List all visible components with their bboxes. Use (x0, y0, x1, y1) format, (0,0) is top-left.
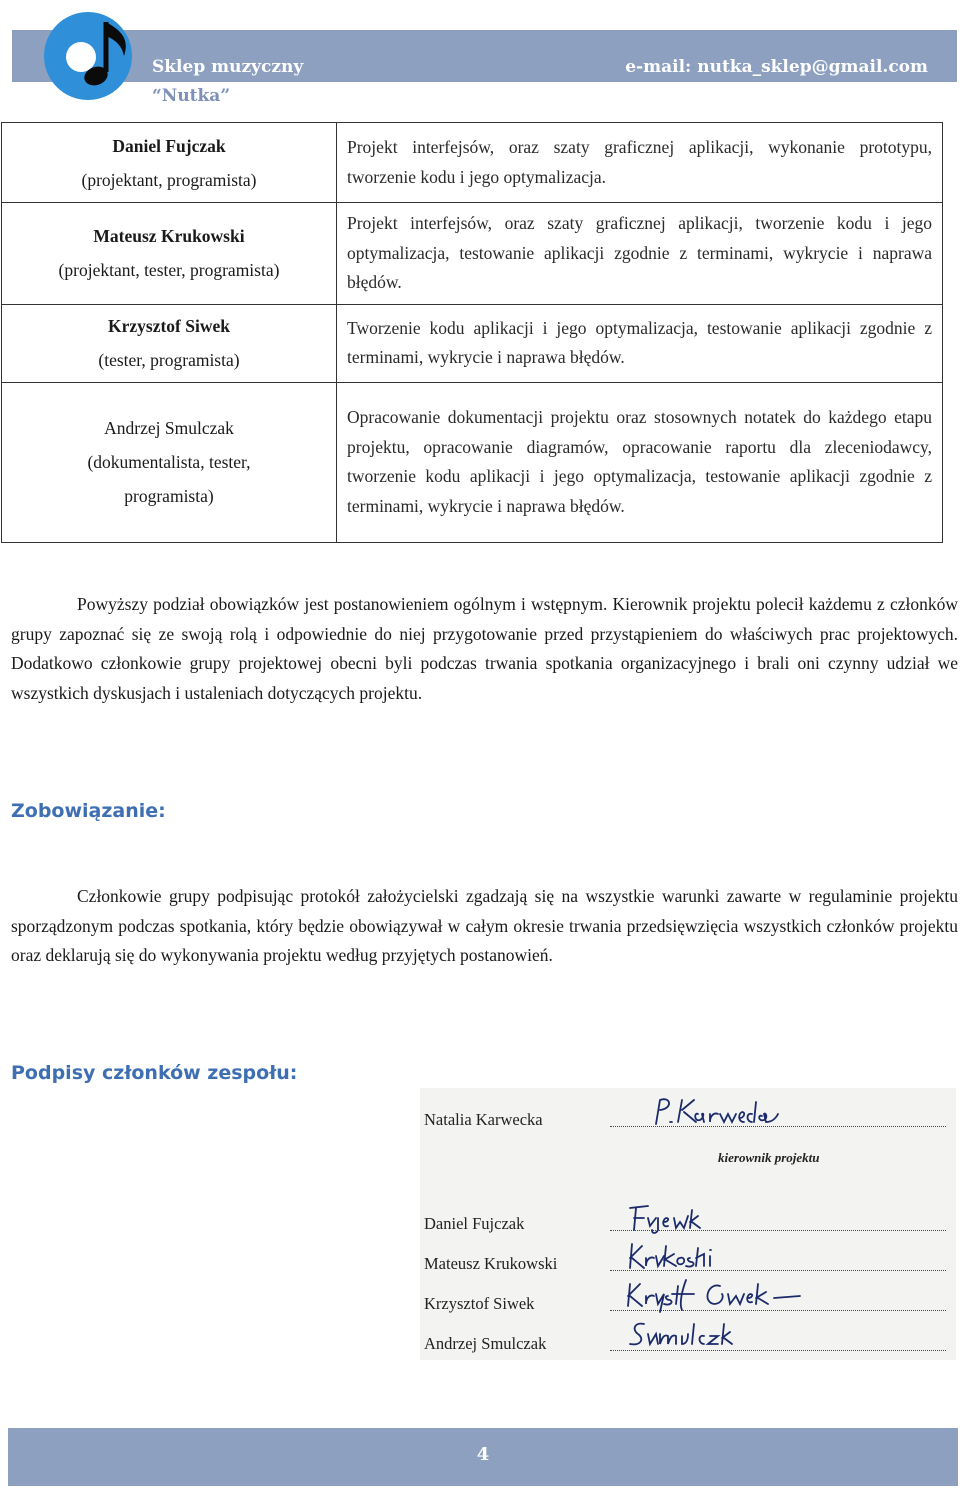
music-note-icon (60, 16, 140, 96)
member-role: (projektant, tester, programista) (58, 260, 280, 281)
table-row (2, 382, 943, 542)
leader-role: kierownik projektu (718, 1150, 820, 1165)
table-row (2, 304, 943, 382)
table-row (2, 123, 943, 203)
member-name: Krzysztof Siwek (108, 316, 230, 336)
member-signature (624, 1276, 824, 1314)
member-name: Daniel Fujczak (112, 135, 226, 156)
member-sign-name: Andrzej Smulczak (424, 1334, 547, 1353)
member-sign-name: Krzysztof Siwek (424, 1294, 535, 1313)
signatures-heading: Podpisy członków zespołu: (11, 1062, 298, 1084)
commitment-heading: Zobowiązanie: (11, 800, 166, 822)
page-number: 4 (476, 1444, 490, 1465)
leader-signature (648, 1094, 808, 1130)
member-signature (626, 1316, 766, 1354)
signature-block (420, 1088, 956, 1360)
leader-name: Natalia Karwecka (424, 1110, 543, 1129)
member-cell (2, 123, 337, 203)
member-duties: Opracowanie dokumentacji projektu oraz stosownych notatek do każdego etapu projektu, opracowanie diagramów, opracowanie raportu dla zleceniodawcy, tworzenie kodu aplikacji i jego optymalizacja, testowanie aplikacji zgodnie z terminami, wykrycie i naprawa błędów. (337, 382, 943, 542)
member-sign-name: Mateusz Krukowski (424, 1254, 558, 1273)
member-cell (2, 203, 337, 305)
duties-summary-paragraph: Powyższy podział obowiązków jest postanowieniem ogólnym i wstępnym. Kierownik projektu polecił każdemu z członków grupy zapoznać się ze swoją rolą i odpowiednie do niej przygotowanie przed przystąpieniem do właściwych prac projektowych. Dodatkowo członkowie grupy projektowej obecni byli podczas trwania spotkania organizacyjnego i brali oni czynny udział we wszystkich dyskusjach i ustaleniach dotyczących projektu. (11, 594, 958, 703)
table-row (2, 203, 943, 305)
commitment-paragraph: Członkowie grupy podpisując protokół założycielski zgadzają się na wszystkie warunki zawarte w regulaminie projektu sporządzonym podczas spotkania, który będzie obowiązywał w całym okresie trwania przedsięwzięcia wszystkich członków projektu oraz deklarują się do wykonywania projektu według przyjętych postanowień. (11, 886, 958, 965)
member-name: Andrzej Smulczak (104, 418, 234, 438)
footer-band (8, 1428, 958, 1486)
member-name: Mateusz Krukowski (93, 226, 245, 247)
member-signature (626, 1238, 746, 1274)
brand-name: Sklep muzyczny (152, 57, 304, 77)
member-sign-name: Daniel Fujczak (424, 1214, 525, 1233)
member-cell (2, 382, 337, 542)
header-email: e-mail: nutka_sklep@gmail.com (625, 57, 928, 77)
member-duties: Projekt interfejsów, oraz szaty graficznej aplikacji, wykonanie prototypu, tworzenie kodu i jego optymalizacja. (337, 123, 943, 203)
member-role: (dokumentalista, tester, (87, 452, 251, 472)
member-signature (626, 1200, 726, 1234)
member-role: programista) (124, 486, 214, 506)
member-role: (projektant, programista) (81, 169, 257, 190)
member-duties: Tworzenie kodu aplikacji i jego optymalizacja, testowanie aplikacji zgodnie z terminami, wykrycie i naprawa błędów. (337, 304, 943, 382)
member-role: (tester, programista) (98, 350, 240, 370)
brand-subtitle: “Nutka” (152, 86, 231, 106)
team-roles-table (1, 122, 943, 543)
member-duties: Projekt interfejsów, oraz szaty graficznej aplikacji, tworzenie kodu i jego optymalizacja, testowanie aplikacji zgodnie z terminami, wykrycie i naprawa błędów. (337, 203, 943, 305)
member-cell (2, 304, 337, 382)
